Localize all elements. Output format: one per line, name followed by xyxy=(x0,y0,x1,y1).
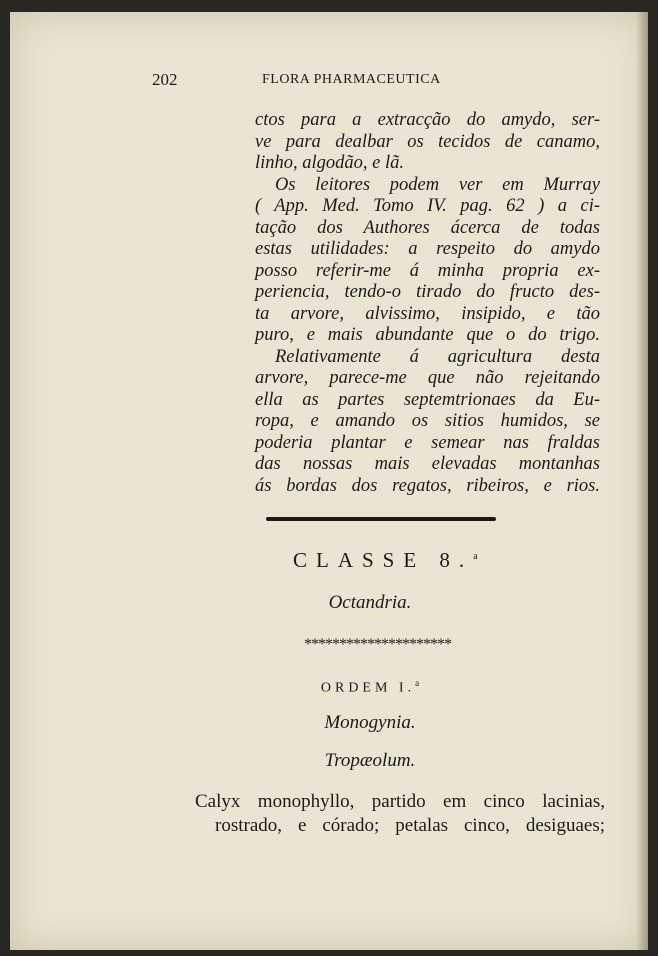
text-line: Calyx monophyllo, partido em cinco lacinias, xyxy=(195,791,605,812)
text-line: posso referir-me á minha propria ex- xyxy=(255,260,600,281)
text-line: ctos para a extracção do amydo, ser- xyxy=(255,110,600,130)
text-line: puro, e mais abundante que o do trigo. xyxy=(255,325,600,345)
text-line: ella as partes septemtrionaes da Eu- xyxy=(255,389,600,410)
text-line: Os leitores podem ver em Murray xyxy=(275,174,600,195)
class-name: Octandria. xyxy=(328,592,412,613)
text-line: arvore, parece-me que não rejeitando xyxy=(255,368,600,388)
order-heading: ORDEM I.$^a$ xyxy=(320,678,420,696)
text-line: das nossas mais elevadas montanhas xyxy=(255,454,600,474)
text-line: estas utilidades: a respeito do amydo xyxy=(255,239,600,259)
page-header xyxy=(152,70,492,92)
text-line: periencia, tendo-o tirado do fructo des- xyxy=(255,282,600,302)
text-line: poderia plantar e semear nas fraldas xyxy=(255,432,600,453)
order-name: Monogynia. xyxy=(324,712,416,733)
page-number: 202 xyxy=(152,70,178,89)
star-divider: ********************* xyxy=(304,636,451,653)
text-line: ( App. Med. Tomo IV. pag. 62 ) a ci- xyxy=(255,196,600,216)
class-heading: CLASSE 8.$^a$ xyxy=(293,548,478,572)
book-page xyxy=(10,12,648,950)
text-line: ta arvore, alvissimo, insipido, e tão xyxy=(255,303,600,324)
paragraph-block xyxy=(255,110,600,497)
text-line: ve para dealbar os tecidos de canamo, xyxy=(255,131,600,152)
text-line: ás bordas dos regatos, ribeiros, e rios. xyxy=(255,475,600,496)
text-line: Relativamente á agricultura desta xyxy=(275,346,600,367)
text-line: ropa, e amando os sitios humidos, se xyxy=(255,411,600,431)
text-line: rostrado, e córado; petalas cinco, desiguaes; xyxy=(215,815,605,836)
running-title: FLORA PHARMACEUTICA xyxy=(262,72,441,87)
page-spine-shadow xyxy=(636,12,648,950)
text-line: tação dos Authores ácerca de todas xyxy=(255,217,600,238)
genus-description xyxy=(195,790,605,838)
section-divider xyxy=(266,517,496,521)
text-line: linho, algodão, e lã. xyxy=(255,153,405,173)
genus-name: Tropæolum. xyxy=(324,750,416,771)
